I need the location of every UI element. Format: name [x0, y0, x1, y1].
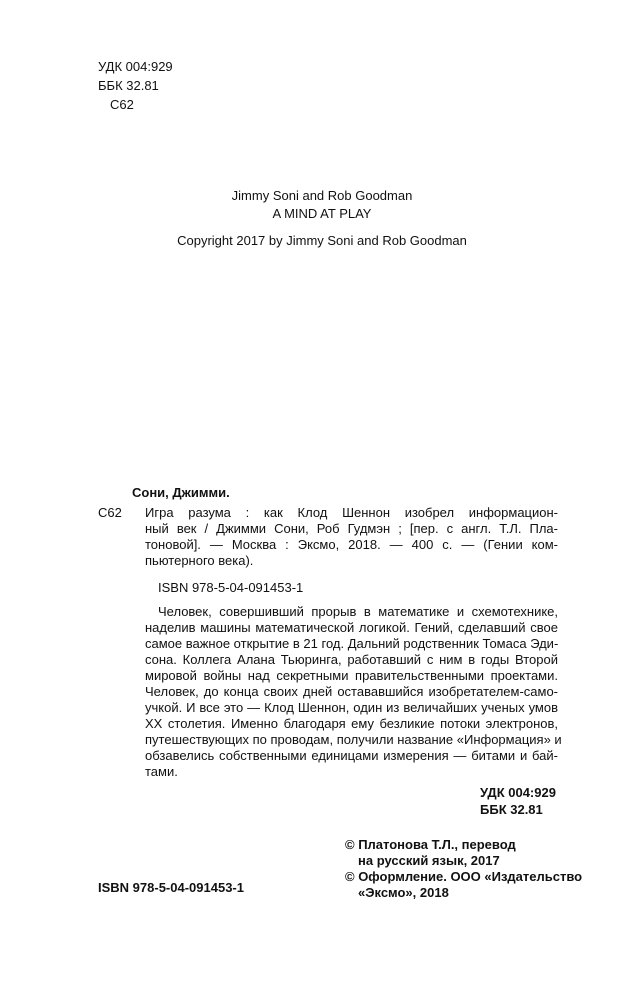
- catalog-annotation: [145, 604, 562, 780]
- annotation-line: XX столетия. Именно благодаря ему безликие потоки электронов,: [145, 716, 558, 731]
- copyright-line: «Эксмо», 2018: [358, 885, 449, 900]
- bbk-code-top: ББК 32.81: [98, 78, 159, 93]
- catalog-bbk: ББК 32.81: [480, 802, 543, 817]
- original-title: A MIND AT PLAY: [272, 206, 372, 221]
- description-line: тоновой]. — Москва : Эксмо, 2018. — 400 с. — (Гении ком-: [145, 537, 558, 552]
- annotation-line: Человек, совершивший прорыв в математике и схемотехнике,: [158, 604, 558, 619]
- catalog-udk: УДК 004:929: [480, 785, 556, 800]
- original-copyright: Copyright 2017 by Jimmy Soni and Rob Goodman: [177, 233, 467, 248]
- annotation-line: самое важное открытие в 21 год. Дальний родственник Томаса Эди-: [145, 636, 559, 651]
- copyright-block: [345, 837, 582, 901]
- description-line: Игра разума : как Клод Шеннон изобрел информацион-: [145, 505, 558, 520]
- annotation-line: мировой войны над секретными правительственными проектами.: [145, 668, 558, 683]
- original-authors: Jimmy Soni and Rob Goodman: [231, 188, 413, 203]
- copyright-line: © Оформление. ООО «Издательство: [345, 869, 583, 884]
- annotation-line: сона. Коллега Алана Тьюринга, работавший с ним в годы Второй: [145, 652, 558, 667]
- annotation-line: тами.: [145, 764, 178, 779]
- catalog-description: [145, 505, 558, 569]
- annotation-line: наделив машины математической логикой. Гений, сделавший свое: [145, 620, 558, 635]
- catalog-isbn: ISBN 978-5-04-091453-1: [158, 580, 304, 595]
- annotation-line: учкой. И все это — Клод Шеннон, один из величайших ученых умов: [145, 700, 558, 715]
- annotation-line: обзавелись собственными единицами измерения — битами и бай-: [145, 748, 558, 763]
- udk-code-top: УДК 004:929: [98, 59, 173, 74]
- description-line: пьютерного века).: [145, 553, 254, 568]
- bottom-isbn: ISBN 978-5-04-091453-1: [98, 880, 244, 895]
- annotation-line: Человек, до конца своих дней остававшийся изобретателем-само-: [145, 684, 558, 699]
- annotation-line: путешествующих по проводам, получили название «Информация» и: [145, 732, 562, 747]
- description-line: ный век / Джимми Сони, Роб Гудмэн ; [пер. с англ. Т.Л. Пла-: [145, 521, 558, 536]
- catalog-author-mark: С62: [98, 505, 122, 520]
- catalog-heading: Сони, Джимми.: [132, 485, 230, 500]
- copyright-line: © Платонова Т.Л., перевод: [345, 837, 516, 852]
- copyright-line: на русский язык, 2017: [358, 853, 500, 868]
- author-mark-top: С62: [110, 97, 134, 112]
